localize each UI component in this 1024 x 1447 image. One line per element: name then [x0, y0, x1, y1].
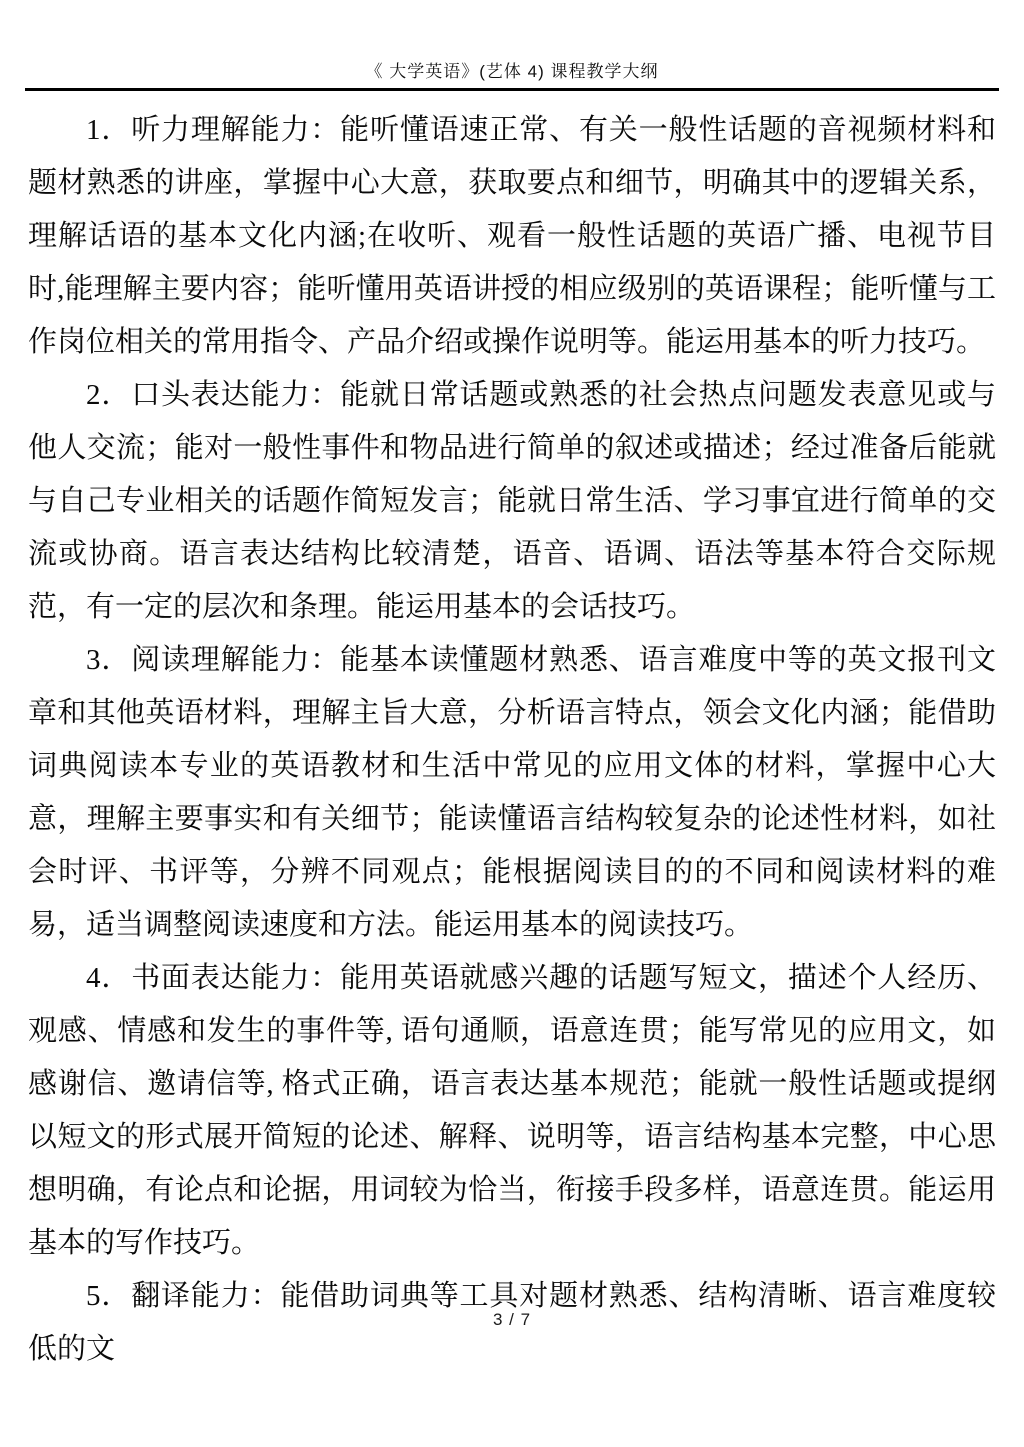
header-divider-rule — [25, 88, 999, 91]
document-body — [28, 104, 996, 1376]
page-header — [26, 60, 998, 84]
paragraph-listening-ability: 1．听力理解能力：能听懂语速正常、有关一般性话题的音视频材料和题材熟悉的讲座，掌握中心大意，获取要点和细节，明确其中的逻辑关系，理解话语的基本文化内涵;在收听、观看一般性话题的英语广播、电视节目时,能理解主要内容；能听懂用英语讲授的相应级别的英语课程；能听懂与工作岗位相关的常用指令、产品介绍或操作说明等。能运用基本的听力技巧。 — [28, 114, 996, 358]
paragraph-translation-ability: 5．翻译能力：能借助词典等工具对题材熟悉、结构清晰、语言难度较低的文 — [28, 1280, 996, 1365]
paragraph-reading-comprehension-ability: 3．阅读理解能力：能基本读懂题材熟悉、语言难度中等的英文报刊文章和其他英语材料，理解主旨大意，分析语言特点，领会文化内涵；能借助词典阅读本专业的英语教材和生活中常见的应用文体的材料，掌握中心大意，理解主要事实和有关细节；能读懂语言结构较复杂的论述性材料，如社会时评、书评等，分辨不同观点；能根据阅读目的的不同和阅读材料的难易，适当调整阅读速度和方法。能运用基本的阅读技巧。 — [28, 644, 996, 941]
page-footer — [0, 1310, 1024, 1330]
page-header-title: 《 大学英语》(艺体 4) 课程教学大纲 — [365, 62, 659, 81]
page-number: 3 / 7 — [492, 1310, 532, 1329]
paragraph-oral-expression-ability: 2．口头表达能力：能就日常话题或熟悉的社会热点问题发表意见或与他人交流；能对一般性事件和物品进行简单的叙述或描述；经过准备后能就与自己专业相关的话题作简短发言；能就日常生活、学习事宜进行简单的交流或协商。语言表达结构比较清楚，语音、语调、语法等基本符合交际规范，有一定的层次和条理。能运用基本的会话技巧。 — [28, 379, 996, 623]
paragraph-written-expression-ability: 4．书面表达能力：能用英语就感兴趣的话题写短文，描述个人经历、观感、情感和发生的事件等, 语句通顺，语意连贯；能写常见的应用文，如感谢信、邀请信等, 格式正确，语言表达基本规范；能就一般性话题或提纲以短文的形式展开简短的论述、解释、说明等，语言结构基本完整，中心思想明确，有论点和论据，用词较为恰当，衔接手段多样，语意连贯。能运用基本的写作技巧。 — [28, 962, 996, 1259]
